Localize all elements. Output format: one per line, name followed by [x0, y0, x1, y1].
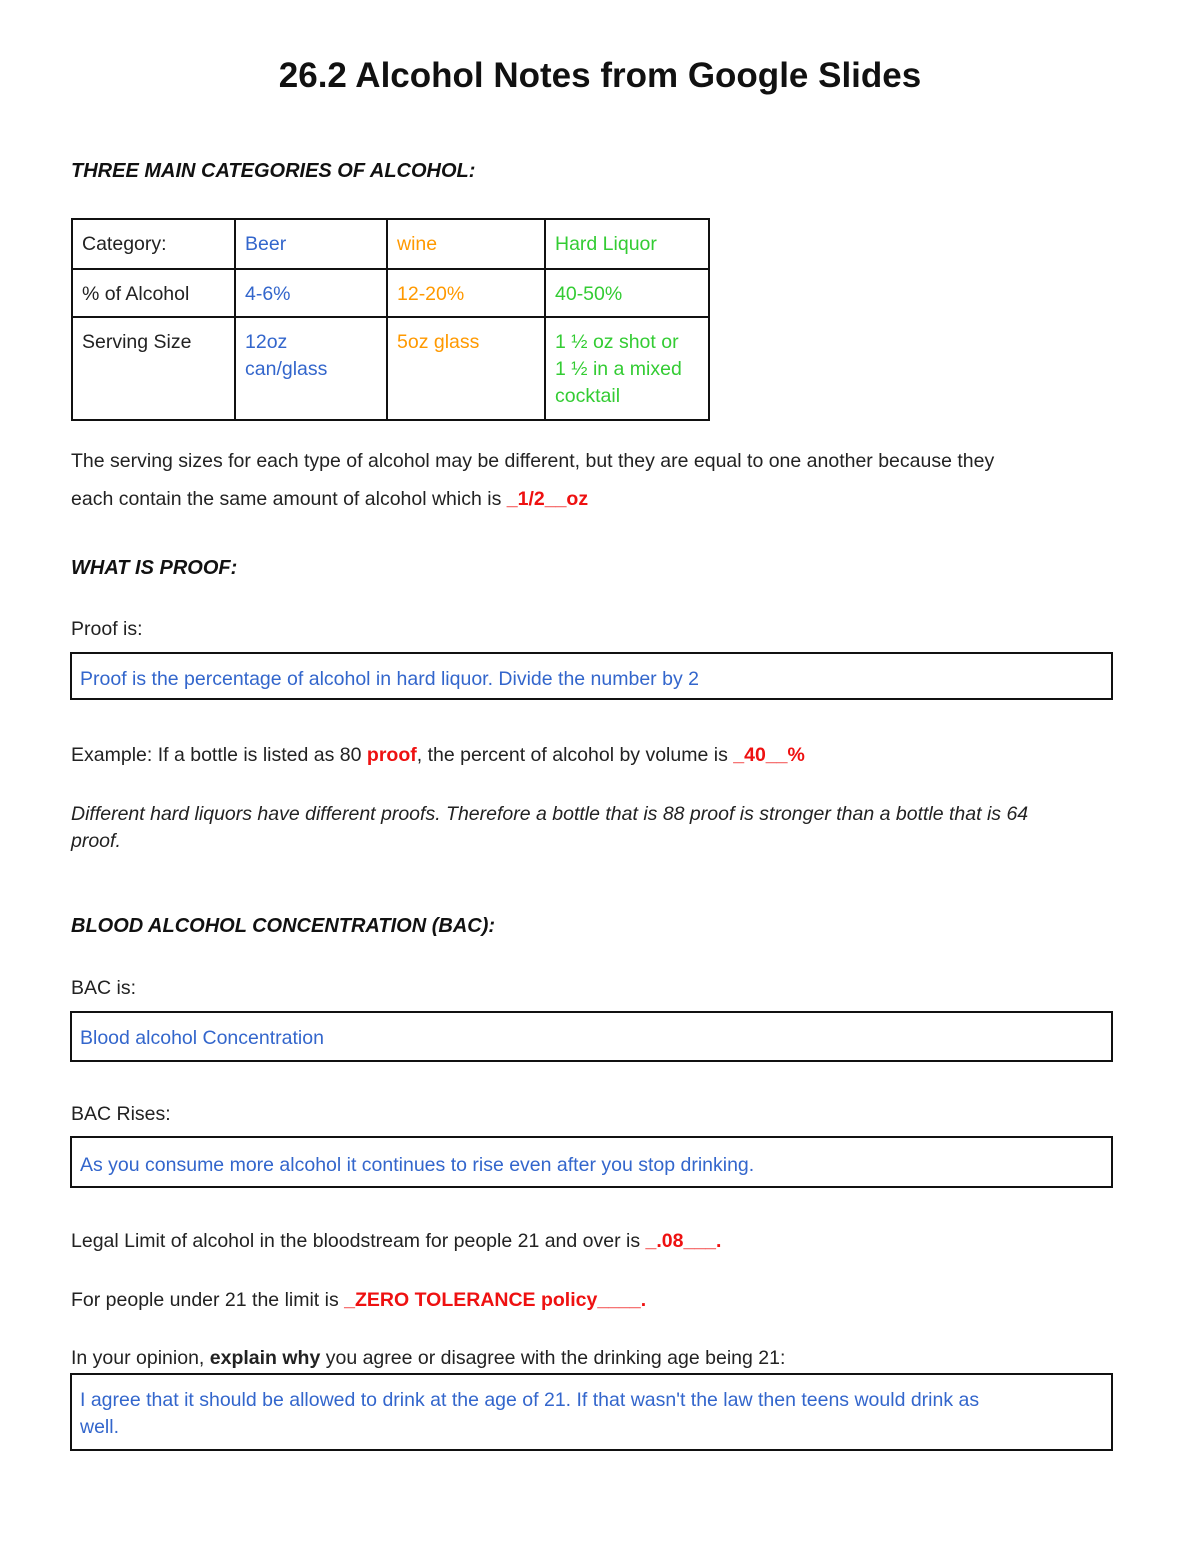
wine-serving: 5oz glass	[387, 317, 545, 420]
opinion-bold: explain why	[209, 1347, 321, 1369]
proof-answer: Proof is the percentage of alcohol in hard liquor. Divide the number by 2	[80, 668, 699, 690]
beer-name: Beer	[235, 219, 387, 269]
bac-heading: BLOOD ALCOHOL CONCENTRATION (BAC):	[71, 915, 496, 937]
liquor-serving-line: cocktail	[555, 385, 621, 407]
proof-answer-box	[70, 652, 1113, 700]
bac-rises-label: BAC Rises:	[71, 1103, 171, 1125]
opinion-answer-line: well.	[80, 1416, 120, 1438]
liquor-serving	[545, 317, 709, 420]
serving-explanation-line-1: The serving sizes for each type of alcohol may be different, but they are equal to one another because they	[71, 450, 995, 472]
bac-answer: Blood alcohol Concentration	[80, 1027, 324, 1049]
liquor-percent: 40-50%	[545, 269, 709, 317]
alcohol-categories-table	[71, 218, 710, 421]
beer-percent: 4-6%	[235, 269, 387, 317]
table-row	[72, 317, 709, 420]
opinion-answer-line: I agree that it should be allowed to drink at the age of 21. If that wasn't the law then teens would drink as	[80, 1389, 980, 1411]
wine-name: wine	[387, 219, 545, 269]
bac-answer-box	[70, 1011, 1113, 1062]
liquor-serving-line: 1 ½ in a mixed	[555, 358, 682, 380]
serving-explanation-text: each contain the same amount of alcohol which is	[71, 488, 507, 510]
opinion-answer-box	[70, 1373, 1113, 1451]
beer-serving-line: 12oz	[245, 331, 288, 353]
legal-limit-answer: _.08___.	[645, 1230, 722, 1252]
row-label-percent: % of Alcohol	[72, 269, 235, 317]
beer-serving-line: can/glass	[245, 358, 328, 380]
table-row	[72, 219, 709, 269]
under-21-answer: _ZERO TOLERANCE policy____.	[344, 1289, 647, 1311]
bac-rises-answer: As you consume more alcohol it continues to rise even after you stop drinking.	[80, 1154, 755, 1176]
beer-serving	[235, 317, 387, 420]
proof-label: Proof is:	[71, 618, 143, 640]
row-label-serving: Serving Size	[72, 317, 235, 420]
example-answer: _40__%	[733, 744, 805, 766]
serving-explanation-line-2	[71, 488, 588, 511]
proof-note-line-1: Different hard liquors have different proofs. Therefore a bottle that is 88 proof is stronger than a bottle that is 64	[71, 803, 1029, 825]
opinion-prefix: In your opinion,	[71, 1347, 210, 1369]
row-label-category: Category:	[72, 219, 235, 269]
example-suffix: , the percent of alcohol by volume is	[416, 744, 734, 766]
proof-heading: WHAT IS PROOF:	[71, 557, 238, 579]
legal-limit-line	[71, 1230, 721, 1253]
bac-rises-answer-box	[70, 1136, 1113, 1188]
opinion-suffix: you agree or disagree with the drinking age being 21:	[320, 1347, 786, 1369]
liquor-name: Hard Liquor	[545, 219, 709, 269]
bac-label: BAC is:	[71, 977, 137, 999]
wine-percent: 12-20%	[387, 269, 545, 317]
proof-note-line-2: proof.	[71, 830, 121, 852]
page-title: 26.2 Alcohol Notes from Google Slides	[278, 56, 922, 95]
liquor-serving-line: 1 ½ oz shot or	[555, 331, 679, 353]
under-21-line	[71, 1289, 646, 1312]
legal-limit-text: Legal Limit of alcohol in the bloodstream for people 21 and over is	[71, 1230, 646, 1252]
categories-heading: THREE MAIN CATEGORIES OF ALCOHOL:	[71, 160, 476, 182]
proof-word: proof	[366, 744, 417, 766]
under-21-text: For people under 21 the limit is	[71, 1289, 345, 1311]
example-prefix: Example: If a bottle is listed as 80	[71, 744, 367, 766]
serving-answer: _1/2__oz	[506, 488, 589, 510]
proof-example	[71, 744, 805, 767]
table-row	[72, 269, 709, 317]
opinion-prompt	[71, 1347, 785, 1370]
